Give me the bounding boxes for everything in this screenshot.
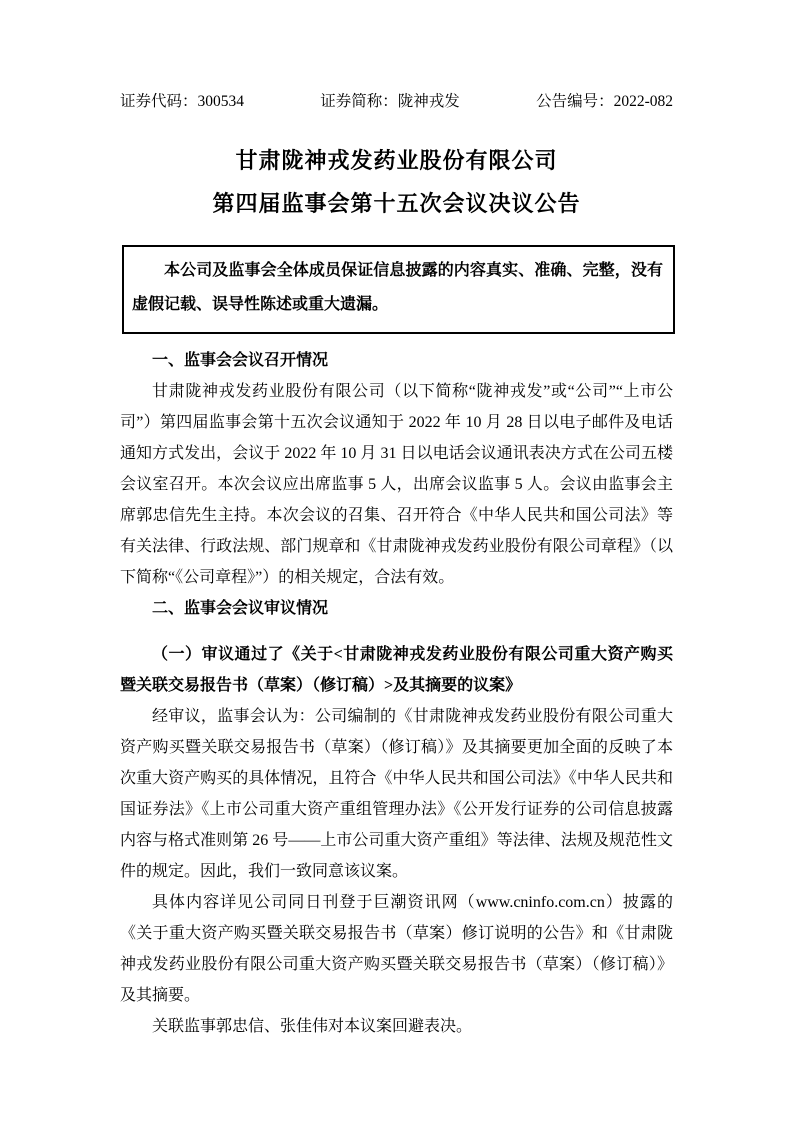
paragraph-disclosure-reference: 具体内容详见公司同日刊登于巨潮资讯网（www.cninfo.com.cn）披露的《关于重大资产购买暨关联交易报告书（草案）修订说明的公告》和《甘肃陇神戎发药业股份有限公司重大资产购买暨关联交易报告书（草案）（修订稿）》及其摘要。 (120, 894, 673, 1004)
document-title (0, 139, 793, 225)
subheading-resolution-item-1: （一）审议通过了《关于<甘肃陇神戎发药业股份有限公司重大资产购买暨关联交易报告书（草案）（修订稿）>及其摘要的议案》 (120, 646, 673, 694)
section-heading-meeting-deliberation: 二、监事会会议审议情况 (152, 600, 329, 617)
announcement-number: 公告编号：2022-082 (536, 93, 673, 110)
paragraph-abstention-note: 关联监事郭忠信、张佳伟对本议案回避表决。 (152, 1018, 473, 1035)
paragraph-meeting-convening: 甘肃陇神戎发药业股份有限公司（以下简称“陇神戎发”或“公司”“上市公司”）第四届监事会第十五次会议通知于 2022 年 10 月 28 日以电子邮件及电话通知方式发出，会议于 2022 年 10 月 31 日以电话会议通讯表决方式在公司五楼会议室召开。本次会议应出席监事 5 人，出席会议监事 5 人。会议由监事会主席郭忠信先生主持。本次会议的召集、召开符合《中华人民共和国公司法》等有关法律、行政法规、部门规章和《甘肃陇神戎发药业股份有限公司章程》（以下简称“《公司章程》”）的相关规定，合法有效。 (120, 383, 673, 586)
disclaimer-text: 本公司及监事会全体成员保证信息披露的内容真实、准确、完整，没有虚假记载、误导性陈述或重大遗漏。 (132, 262, 663, 313)
company-name-title: 甘肃陇神戎发药业股份有限公司 (235, 148, 558, 173)
document-header (120, 93, 673, 111)
stock-abbr: 证券简称：陇神戎发 (320, 93, 460, 110)
paragraph-deliberation-opinion: 经审议，监事会认为：公司编制的《甘肃陇神戎发药业股份有限公司重大资产购买暨关联交易报告书（草案）（修订稿）》及其摘要更加全面的反映了本次重大资产购买的具体情况，且符合《中华人民共和国公司法》《中华人民共和国证券法》《上市公司重大资产重组管理办法》《公开发行证券的公司信息披露内容与格式准则第 26 号——上市公司重大资产重组》等法律、法规及规范性文件的规定。因此，我们一致同意该议案。 (120, 708, 673, 880)
meeting-resolution-title: 第四届监事会第十五次会议决议公告 (212, 191, 581, 216)
document-body (120, 345, 673, 1042)
stock-code: 证券代码：300534 (120, 93, 245, 110)
section-heading-meeting-convening: 一、监事会会议召开情况 (152, 352, 329, 369)
disclaimer-box (122, 245, 675, 334)
